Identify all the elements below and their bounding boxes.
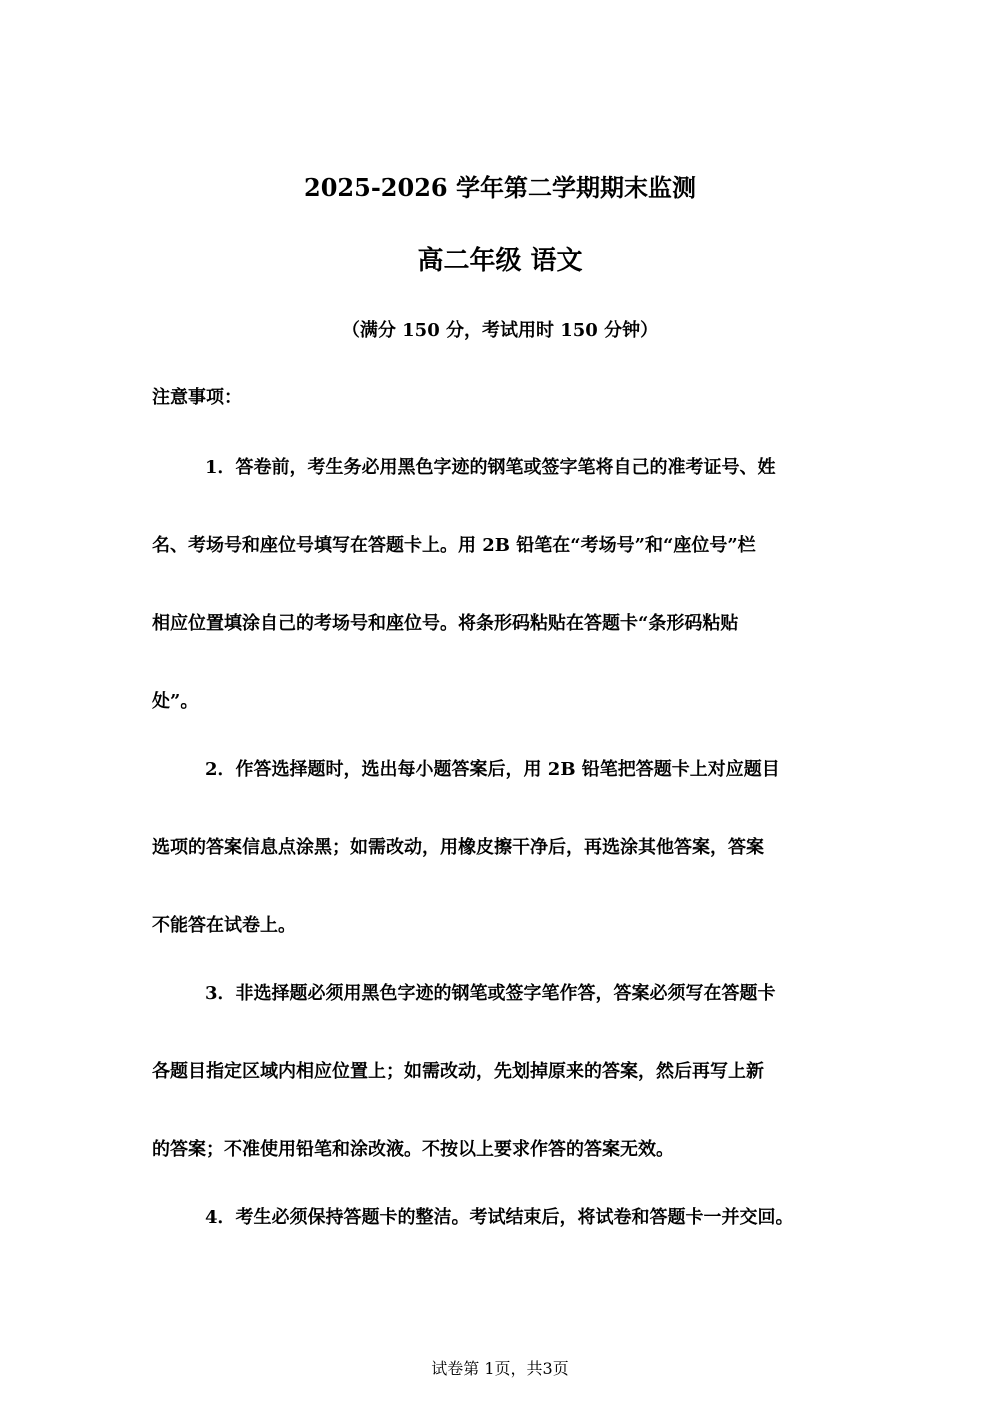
exam-subject: 高二年级 语文 [417, 246, 583, 276]
notice-item-2-line-3: 不能答在试卷上。 [152, 915, 296, 936]
notice-item-1-line-2: 名、考场号和座位号填写在答题卡上。用 2B 铅笔在“考场号”和“座位号”栏 [152, 535, 756, 556]
notice-item-2-line-1: 2．作答选择题时，选出每小题答案后，用 2B 铅笔把答题卡上对应题目 [205, 759, 780, 780]
page-footer: 试卷第 1页，共3页 [431, 1359, 569, 1378]
notice-item-1-line-4: 处”。 [152, 691, 199, 712]
notice-item-3-line-1: 3．非选择题必须用黑色字迹的钢笔或签字笔作答，答案必须写在答题卡 [205, 983, 776, 1004]
notice-item-3-line-2: 各题目指定区域内相应位置上；如需改动，先划掉原来的答案，然后再写上新 [152, 1061, 764, 1082]
exam-title: 2025-2026 学年第二学期期末监测 [304, 173, 696, 202]
notice-heading: 注意事项： [152, 387, 242, 408]
exam-score-time: （满分 150 分，考试用时 150 分钟） [341, 320, 659, 341]
notice-item-4-line-1: 4．考生必须保持答题卡的整洁。考试结束后，将试卷和答题卡一并交回。 [205, 1207, 794, 1228]
notice-item-2-line-2: 选项的答案信息点涂黑；如需改动，用橡皮擦干净后，再选涂其他答案，答案 [152, 837, 764, 858]
notice-item-3-line-3: 的答案；不准使用铅笔和涂改液。不按以上要求作答的答案无效。 [152, 1139, 674, 1160]
notice-item-1-line-3: 相应位置填涂自己的考场号和座位号。将条形码粘贴在答题卡“条形码粘贴 [152, 613, 739, 634]
notice-item-1-line-1: 1．答卷前，考生务必用黑色字迹的钢笔或签字笔将自己的准考证号、姓 [205, 457, 776, 478]
